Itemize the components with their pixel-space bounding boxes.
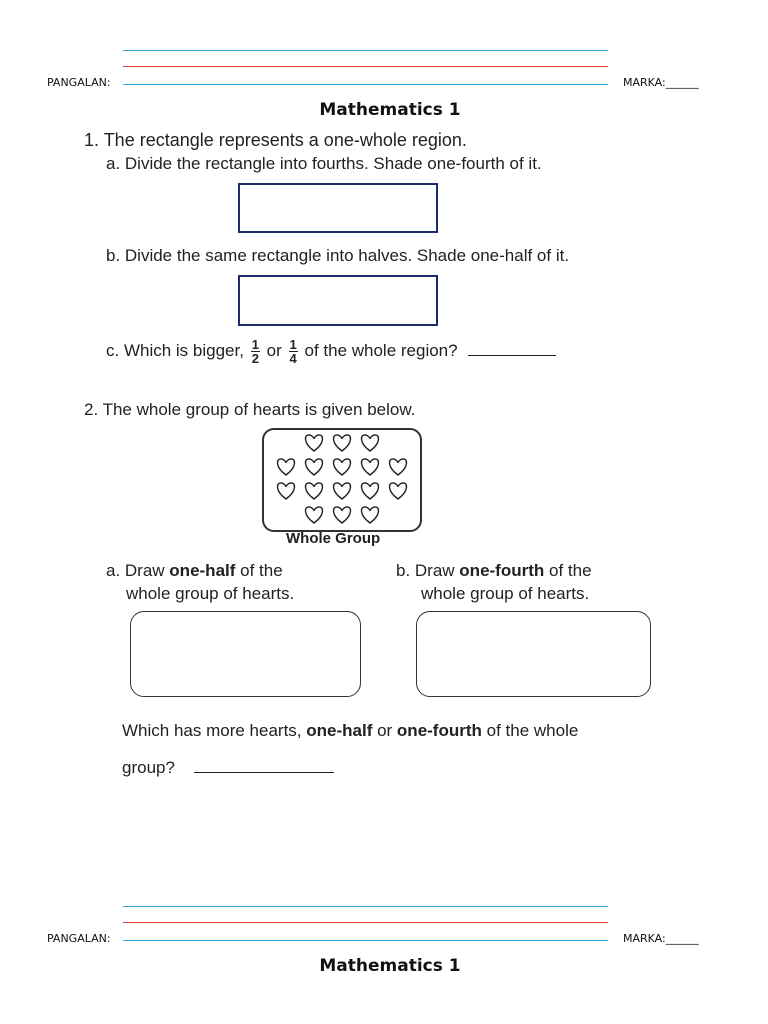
heart-icon	[361, 507, 378, 523]
name-label-bottom: PANGALAN:	[47, 932, 111, 945]
q2-final-bold-2: one-fourth	[396, 721, 482, 740]
q2-final-line2-text: group?	[122, 758, 175, 777]
header-top-guide-line-1	[123, 50, 608, 51]
heart-icon	[305, 507, 322, 523]
heart-icon	[333, 507, 350, 523]
hearts-grid	[264, 430, 420, 530]
fraction-denominator: 4	[289, 351, 297, 366]
q1-intro: 1. The rectangle represents a one-whole region.	[84, 130, 467, 150]
q2-a-text-post: of the	[235, 561, 283, 580]
answer-blank-q2[interactable]	[194, 772, 334, 773]
name-line-bottom	[123, 940, 608, 941]
heart-icon	[361, 483, 378, 499]
q2-b-text-pre: b. Draw	[396, 561, 460, 580]
heart-icon	[389, 483, 406, 499]
q2-final-bold-1: one-half	[306, 721, 373, 740]
header-bottom-guide-line-2	[123, 922, 608, 923]
fraction-denominator: 2	[251, 351, 259, 366]
rectangle-halves	[238, 275, 438, 326]
heart-icon	[333, 459, 350, 475]
heart-icon	[305, 435, 322, 451]
heart-icon	[277, 459, 294, 475]
q1-part-b: b. Divide the same rectangle into halves. Shade one-half of it.	[106, 246, 570, 265]
q2-a-text-pre: a. Draw	[106, 561, 170, 580]
header-bottom-guide-line-1	[123, 906, 608, 907]
heart-icon	[333, 483, 350, 499]
heart-icon	[333, 435, 350, 451]
heart-icon	[361, 435, 378, 451]
draw-box-one-fourth[interactable]	[416, 611, 651, 697]
q1-part-a: a. Divide the rectangle into fourths. Shade one-fourth of it.	[106, 154, 542, 173]
q2-b-text-post: of the	[544, 561, 592, 580]
rectangle-fourths	[238, 183, 438, 233]
heart-icon	[389, 459, 406, 475]
heart-icon	[361, 459, 378, 475]
q2-final-question-line2	[122, 758, 334, 778]
name-line-top	[123, 84, 608, 85]
fraction-numerator: 1	[251, 337, 259, 352]
header-top-guide-line-2	[123, 66, 608, 67]
q2-part-b-line2: whole group of hearts.	[421, 584, 590, 603]
draw-box-one-half[interactable]	[130, 611, 361, 697]
q2-part-a	[106, 561, 283, 581]
q1-part-c	[106, 338, 556, 365]
hearts-group-box	[262, 428, 422, 532]
q1-c-text-pre: c. Which is bigger,	[106, 340, 244, 360]
fraction-numerator: 1	[289, 337, 297, 352]
q2-final-text-post: of the whole	[481, 721, 579, 740]
page-title-top: Mathematics 1	[319, 100, 461, 120]
q2-part-a-line2: whole group of hearts.	[126, 584, 295, 603]
heart-icon	[305, 483, 322, 499]
q1-c-text-post: of the whole region?	[304, 340, 458, 360]
fraction-one-fourth	[289, 338, 298, 365]
heart-icon	[277, 483, 294, 499]
q2-a-bold: one-half	[169, 561, 236, 580]
q2-b-bold: one-fourth	[459, 561, 545, 580]
whole-group-label: Whole Group	[286, 530, 381, 547]
q2-final-question	[122, 721, 578, 741]
score-label-top: MARKA:______	[623, 76, 699, 89]
q2-intro: 2. The whole group of hearts is given below.	[84, 400, 416, 419]
name-label-top: PANGALAN:	[47, 76, 111, 89]
heart-icon	[305, 459, 322, 475]
fraction-one-half	[251, 338, 260, 365]
q2-part-b	[396, 561, 592, 581]
q2-final-text-mid: or	[372, 721, 397, 740]
score-label-bottom: MARKA:______	[623, 932, 699, 945]
page-title-bottom: Mathematics 1	[319, 956, 461, 976]
answer-blank-q1c[interactable]	[468, 355, 556, 356]
q1-c-or: or	[266, 340, 282, 360]
q2-final-text-pre: Which has more hearts,	[122, 721, 307, 740]
